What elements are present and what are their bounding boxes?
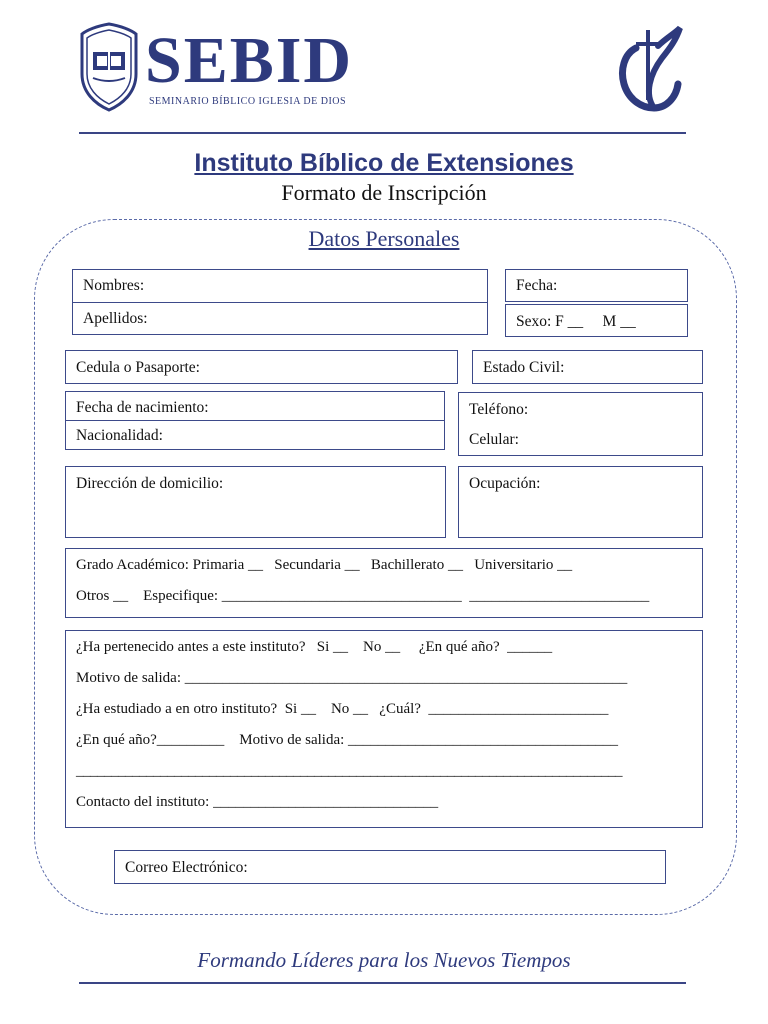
nacionalidad-label: Nacionalidad: [76, 427, 163, 444]
apellidos-label: Apellidos: [83, 310, 148, 327]
celular-label: Celular: [469, 431, 519, 448]
grado-line-2: Otros __ Especifique: ________________________________ ________________________ [76, 588, 650, 604]
logo-subtitle: SEMINARIO BÍBLICO IGLESIA DE DIOS [149, 96, 347, 107]
form-title: Instituto Bíblico de Extensiones [194, 149, 574, 177]
grado-line-1: Grado Académico: Primaria __ Secundaria __ Bachillerato __ Universitario __ [76, 557, 573, 573]
direccion-label: Dirección de domicilio: [76, 475, 224, 492]
ocupacion-field[interactable] [458, 466, 703, 538]
cedula-field[interactable] [65, 350, 458, 384]
nacionalidad-field[interactable] [65, 420, 445, 450]
instituto-section[interactable] [65, 630, 703, 828]
instituto-line-3: ¿Ha estudiado a en otro instituto? Si __ No __ ¿Cuál? ________________________ [76, 701, 609, 717]
cross-flame-icon [614, 24, 684, 114]
sexo-label: Sexo: F __ M __ [516, 313, 636, 330]
fecha-nacimiento-label: Fecha de nacimiento: [76, 399, 209, 416]
footer-slogan: Formando Líderes para los Nuevos Tiempos [197, 948, 571, 972]
telefono-label: Teléfono: [469, 401, 529, 418]
fecha-label: Fecha: [516, 277, 558, 294]
logo-text: SEBID [145, 24, 354, 97]
estado-civil-field[interactable] [472, 350, 703, 384]
footer-rule [79, 982, 686, 984]
header-rule [79, 132, 686, 134]
estado-civil-label: Estado Civil: [483, 359, 565, 376]
instituto-line-2: Motivo de salida: ___________________________________________________________ [76, 670, 628, 686]
cedula-label: Cedula o Pasaporte: [76, 359, 200, 376]
sexo-field[interactable] [505, 304, 688, 337]
correo-label: Correo Electrónico: [125, 859, 248, 876]
correo-field[interactable] [114, 850, 666, 884]
apellidos-field[interactable] [72, 302, 488, 335]
nombres-field[interactable] [72, 269, 488, 303]
telefono-field[interactable] [458, 392, 703, 456]
instituto-line-5: ______________________________________________________________________________ [76, 763, 622, 779]
section-title: Datos Personales [308, 226, 460, 251]
ocupacion-label: Ocupación: [469, 475, 541, 492]
instituto-line-1: ¿Ha pertenecido antes a este instituto? Si __ No __ ¿En qué año? ______ [76, 639, 553, 655]
instituto-line-6: Contacto del instituto: ______________________________ [76, 794, 439, 810]
direccion-field[interactable] [65, 466, 446, 538]
nombres-label: Nombres: [83, 277, 145, 294]
form-subtitle: Formato de Inscripción [281, 180, 487, 205]
grado-academico-section[interactable] [65, 548, 703, 618]
fecha-field[interactable] [505, 269, 688, 302]
fecha-nacimiento-field[interactable] [65, 391, 445, 421]
instituto-line-4: ¿En qué año?_________ Motivo de salida: ____________________________________ [76, 732, 619, 748]
shield-book-icon [79, 22, 139, 112]
